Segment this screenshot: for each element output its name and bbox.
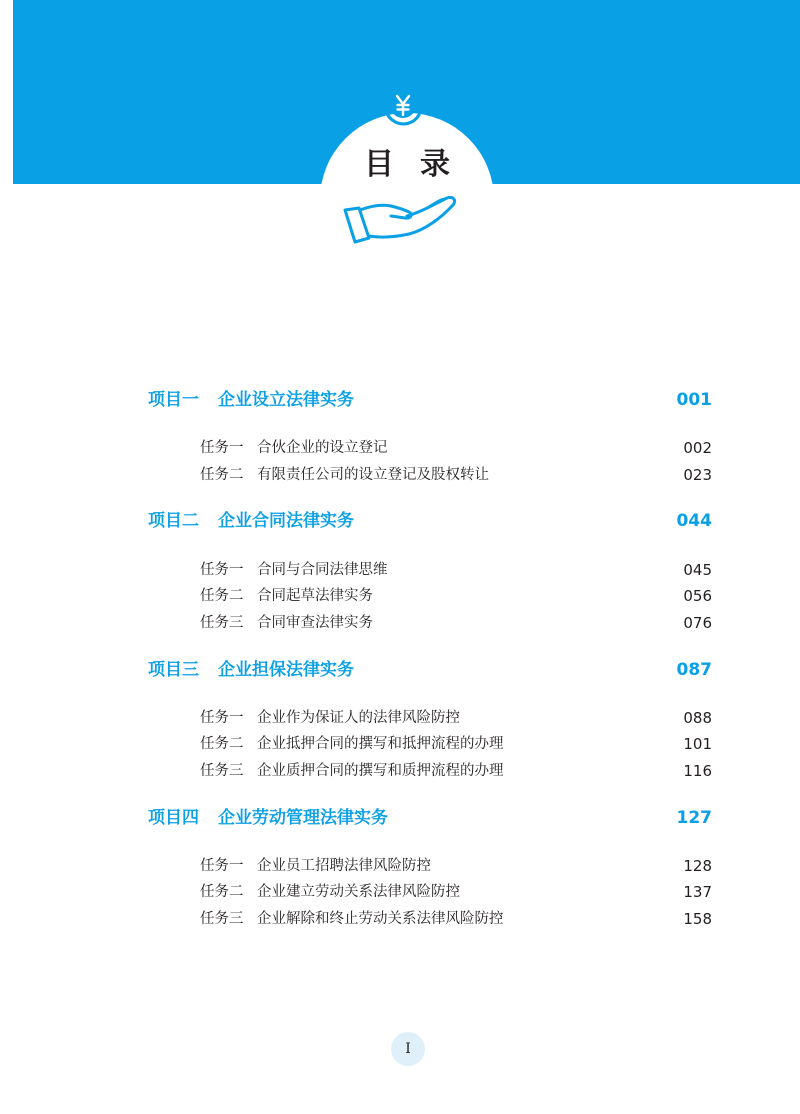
project-page: 087 [676, 660, 712, 680]
task-page: 023 [683, 466, 712, 484]
task-title: 合同与合同法律思维 [257, 562, 388, 578]
project-page: 044 [676, 511, 712, 531]
project-number: 项目三 [148, 660, 199, 680]
task-number: 任务一 [200, 858, 244, 874]
task-number: 任务一 [200, 440, 244, 456]
toc-task[interactable] [200, 612, 712, 634]
task-page: 045 [683, 561, 712, 579]
toc-project-3[interactable] [148, 657, 712, 683]
task-title: 企业解除和终止劳动关系法律风险防控 [257, 911, 504, 927]
open-hand-icon [343, 194, 459, 246]
toc-task[interactable] [200, 559, 712, 581]
toc-project-2[interactable] [148, 508, 712, 534]
toc-task[interactable] [200, 707, 712, 729]
toc-task[interactable] [200, 437, 712, 459]
task-number: 任务二 [200, 588, 244, 604]
task-page: 137 [683, 883, 712, 901]
task-number: 任务三 [200, 911, 244, 927]
project-title: 企业设立法律实务 [218, 390, 354, 410]
task-title: 企业质押合同的撰写和质押流程的办理 [257, 763, 504, 779]
project-title: 企业合同法律实务 [218, 511, 354, 531]
task-title: 有限责任公司的设立登记及股权转让 [257, 467, 489, 483]
task-title: 企业作为保证人的法律风险防控 [257, 710, 460, 726]
task-title: 合同起草法律实务 [257, 588, 373, 604]
toc-task[interactable] [200, 760, 712, 782]
project-page: 127 [676, 808, 712, 828]
page-number-badge: I [391, 1032, 425, 1066]
task-number: 任务二 [200, 736, 244, 752]
toc-task[interactable] [200, 881, 712, 903]
task-title: 企业抵押合同的撰写和抵押流程的办理 [257, 736, 504, 752]
task-page: 076 [683, 614, 712, 632]
project-page: 001 [676, 390, 712, 410]
task-title: 企业建立劳动关系法律风险防控 [257, 884, 460, 900]
task-number: 任务一 [200, 710, 244, 726]
task-page: 158 [683, 910, 712, 928]
toc-project-4[interactable] [148, 805, 712, 831]
page-title: 目录 [364, 147, 476, 182]
toc-task[interactable] [200, 464, 712, 486]
toc-task[interactable] [200, 908, 712, 930]
project-number: 项目二 [148, 511, 199, 531]
project-title: 企业劳动管理法律实务 [218, 808, 388, 828]
task-title: 合同审查法律实务 [257, 615, 373, 631]
task-page: 002 [683, 439, 712, 457]
task-title: 企业员工招聘法律风险防控 [257, 858, 431, 874]
project-number: 项目四 [148, 808, 199, 828]
project-title: 企业担保法律实务 [218, 660, 354, 680]
toc-task[interactable] [200, 855, 712, 877]
task-number: 任务三 [200, 763, 244, 779]
toc-task[interactable] [200, 733, 712, 755]
task-page: 088 [683, 709, 712, 727]
task-number: 任务二 [200, 884, 244, 900]
task-page: 056 [683, 587, 712, 605]
task-number: 任务三 [200, 615, 244, 631]
task-number: 任务二 [200, 467, 244, 483]
toc-project-1[interactable] [148, 387, 712, 413]
toc-task[interactable] [200, 585, 712, 607]
task-page: 116 [683, 762, 712, 780]
project-number: 项目一 [148, 390, 199, 410]
yen-coin-icon [380, 82, 426, 128]
task-number: 任务一 [200, 562, 244, 578]
task-title: 合伙企业的设立登记 [257, 440, 388, 456]
task-page: 128 [683, 857, 712, 875]
task-page: 101 [683, 735, 712, 753]
